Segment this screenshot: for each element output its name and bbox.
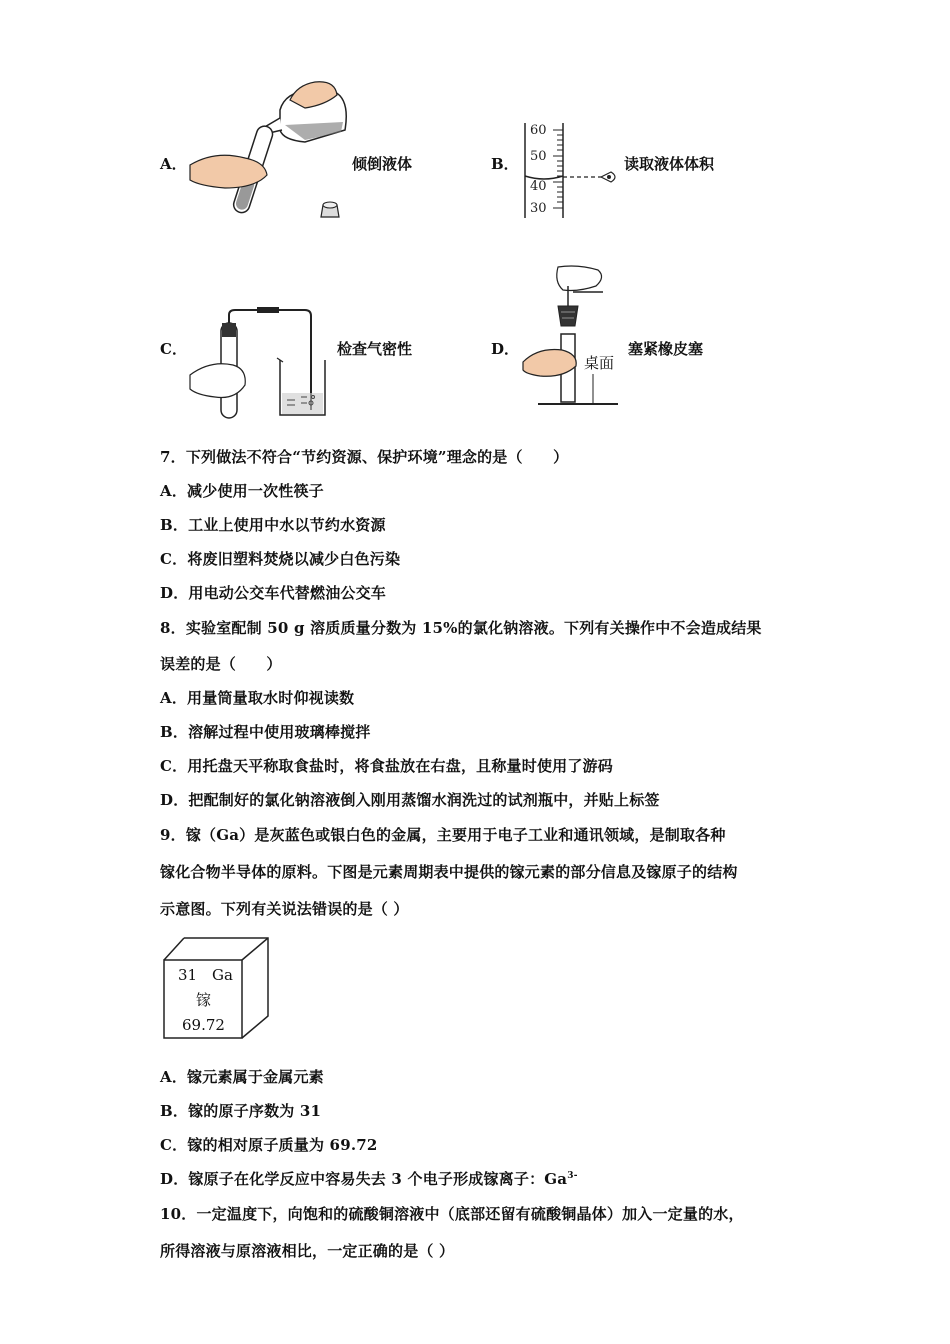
q9-option-d xyxy=(160,1168,578,1189)
option-a-letter: A． xyxy=(160,155,187,173)
q9-stem-line1: 9．镓（Ga）是灰蓝色或银白色的金属，主要用于电子工业和通讯领域，是制取各种 xyxy=(160,826,726,844)
airtightness-check-illustration xyxy=(185,305,335,425)
q9-stem-line3: 示意图。下列有关说法错误的是（ ） xyxy=(160,900,409,918)
rubber-stopper-illustration xyxy=(518,262,623,412)
q7-option-a: A．减少使用一次性筷子 xyxy=(160,482,324,500)
pouring-liquid-illustration xyxy=(185,70,355,230)
element-symbol: Ga xyxy=(212,966,233,984)
option-d-letter: D． xyxy=(491,340,520,358)
q9-option-d-text: D．镓原子在化学反应中容易失去 3 个电子形成镓离子：Ga xyxy=(160,1170,568,1188)
element-atomic-mass: 69.72 xyxy=(182,1016,225,1034)
tick-label-50: 50 xyxy=(530,149,547,164)
q8-stem-line2: 误差的是（ ） xyxy=(160,655,282,673)
q8-stem-line1: 8．实验室配制 50 g 溶质质量分数为 15%的氯化钠溶液。下列有关操作中不会造成结果 xyxy=(160,619,762,637)
q10-stem-line2: 所得溶液与原溶液相比，一定正确的是（ ） xyxy=(160,1242,455,1260)
option-c-letter: C． xyxy=(160,340,187,358)
option-d-caption: 塞紧橡皮塞 xyxy=(628,340,704,358)
q8-option-a: A．用量筒量取水时仰视读数 xyxy=(160,689,355,707)
q10-stem-line1: 10．一定温度下，向饱和的硫酸铜溶液中（底部还留有硫酸铜晶体）加入一定量的水， xyxy=(160,1205,744,1223)
option-c-caption: 检查气密性 xyxy=(337,340,413,358)
option-a-caption: 倾倒液体 xyxy=(352,155,413,173)
tick-label-40: 40 xyxy=(530,179,547,194)
tick-label-30: 30 xyxy=(530,201,547,216)
desk-label: 桌面 xyxy=(584,354,615,372)
q9-option-c: C．镓的相对原子质量为 69.72 xyxy=(160,1136,378,1154)
gallium-ion-charge: 3- xyxy=(567,1171,578,1181)
tick-label-60: 60 xyxy=(530,123,547,138)
q7-stem: 7．下列做法不符合“节约资源、保护环境”理念的是（ ） xyxy=(160,448,569,466)
q9-option-a: A．镓元素属于金属元素 xyxy=(160,1068,324,1086)
element-name: 镓 xyxy=(196,991,212,1009)
gallium-element-tile xyxy=(158,932,278,1042)
q9-stem-line2: 镓化合物半导体的原料。下图是元素周期表中提供的镓元素的部分信息及镓原子的结构 xyxy=(160,863,738,881)
graduated-cylinder-illustration xyxy=(515,118,625,222)
q8-option-d: D．把配制好的氯化钠溶液倒入刚用蒸馏水润洗过的试剂瓶中，并贴上标签 xyxy=(160,791,660,809)
q8-option-c: C．用托盘天平称取食盐时，将食盐放在右盘，且称量时使用了游码 xyxy=(160,757,613,775)
option-b-letter: B． xyxy=(491,155,519,173)
q8-option-b: B．溶解过程中使用玻璃棒搅拌 xyxy=(160,723,371,741)
q7-option-b: B．工业上使用中水以节约水资源 xyxy=(160,516,386,534)
element-atomic-number: 31 xyxy=(178,966,198,984)
q7-option-d: D．用电动公交车代替燃油公交车 xyxy=(160,584,387,602)
option-b-caption: 读取液体体积 xyxy=(624,155,715,173)
q7-option-c: C．将废旧塑料焚烧以减少白色污染 xyxy=(160,550,401,568)
q9-option-b: B．镓的原子序数为 31 xyxy=(160,1102,322,1120)
